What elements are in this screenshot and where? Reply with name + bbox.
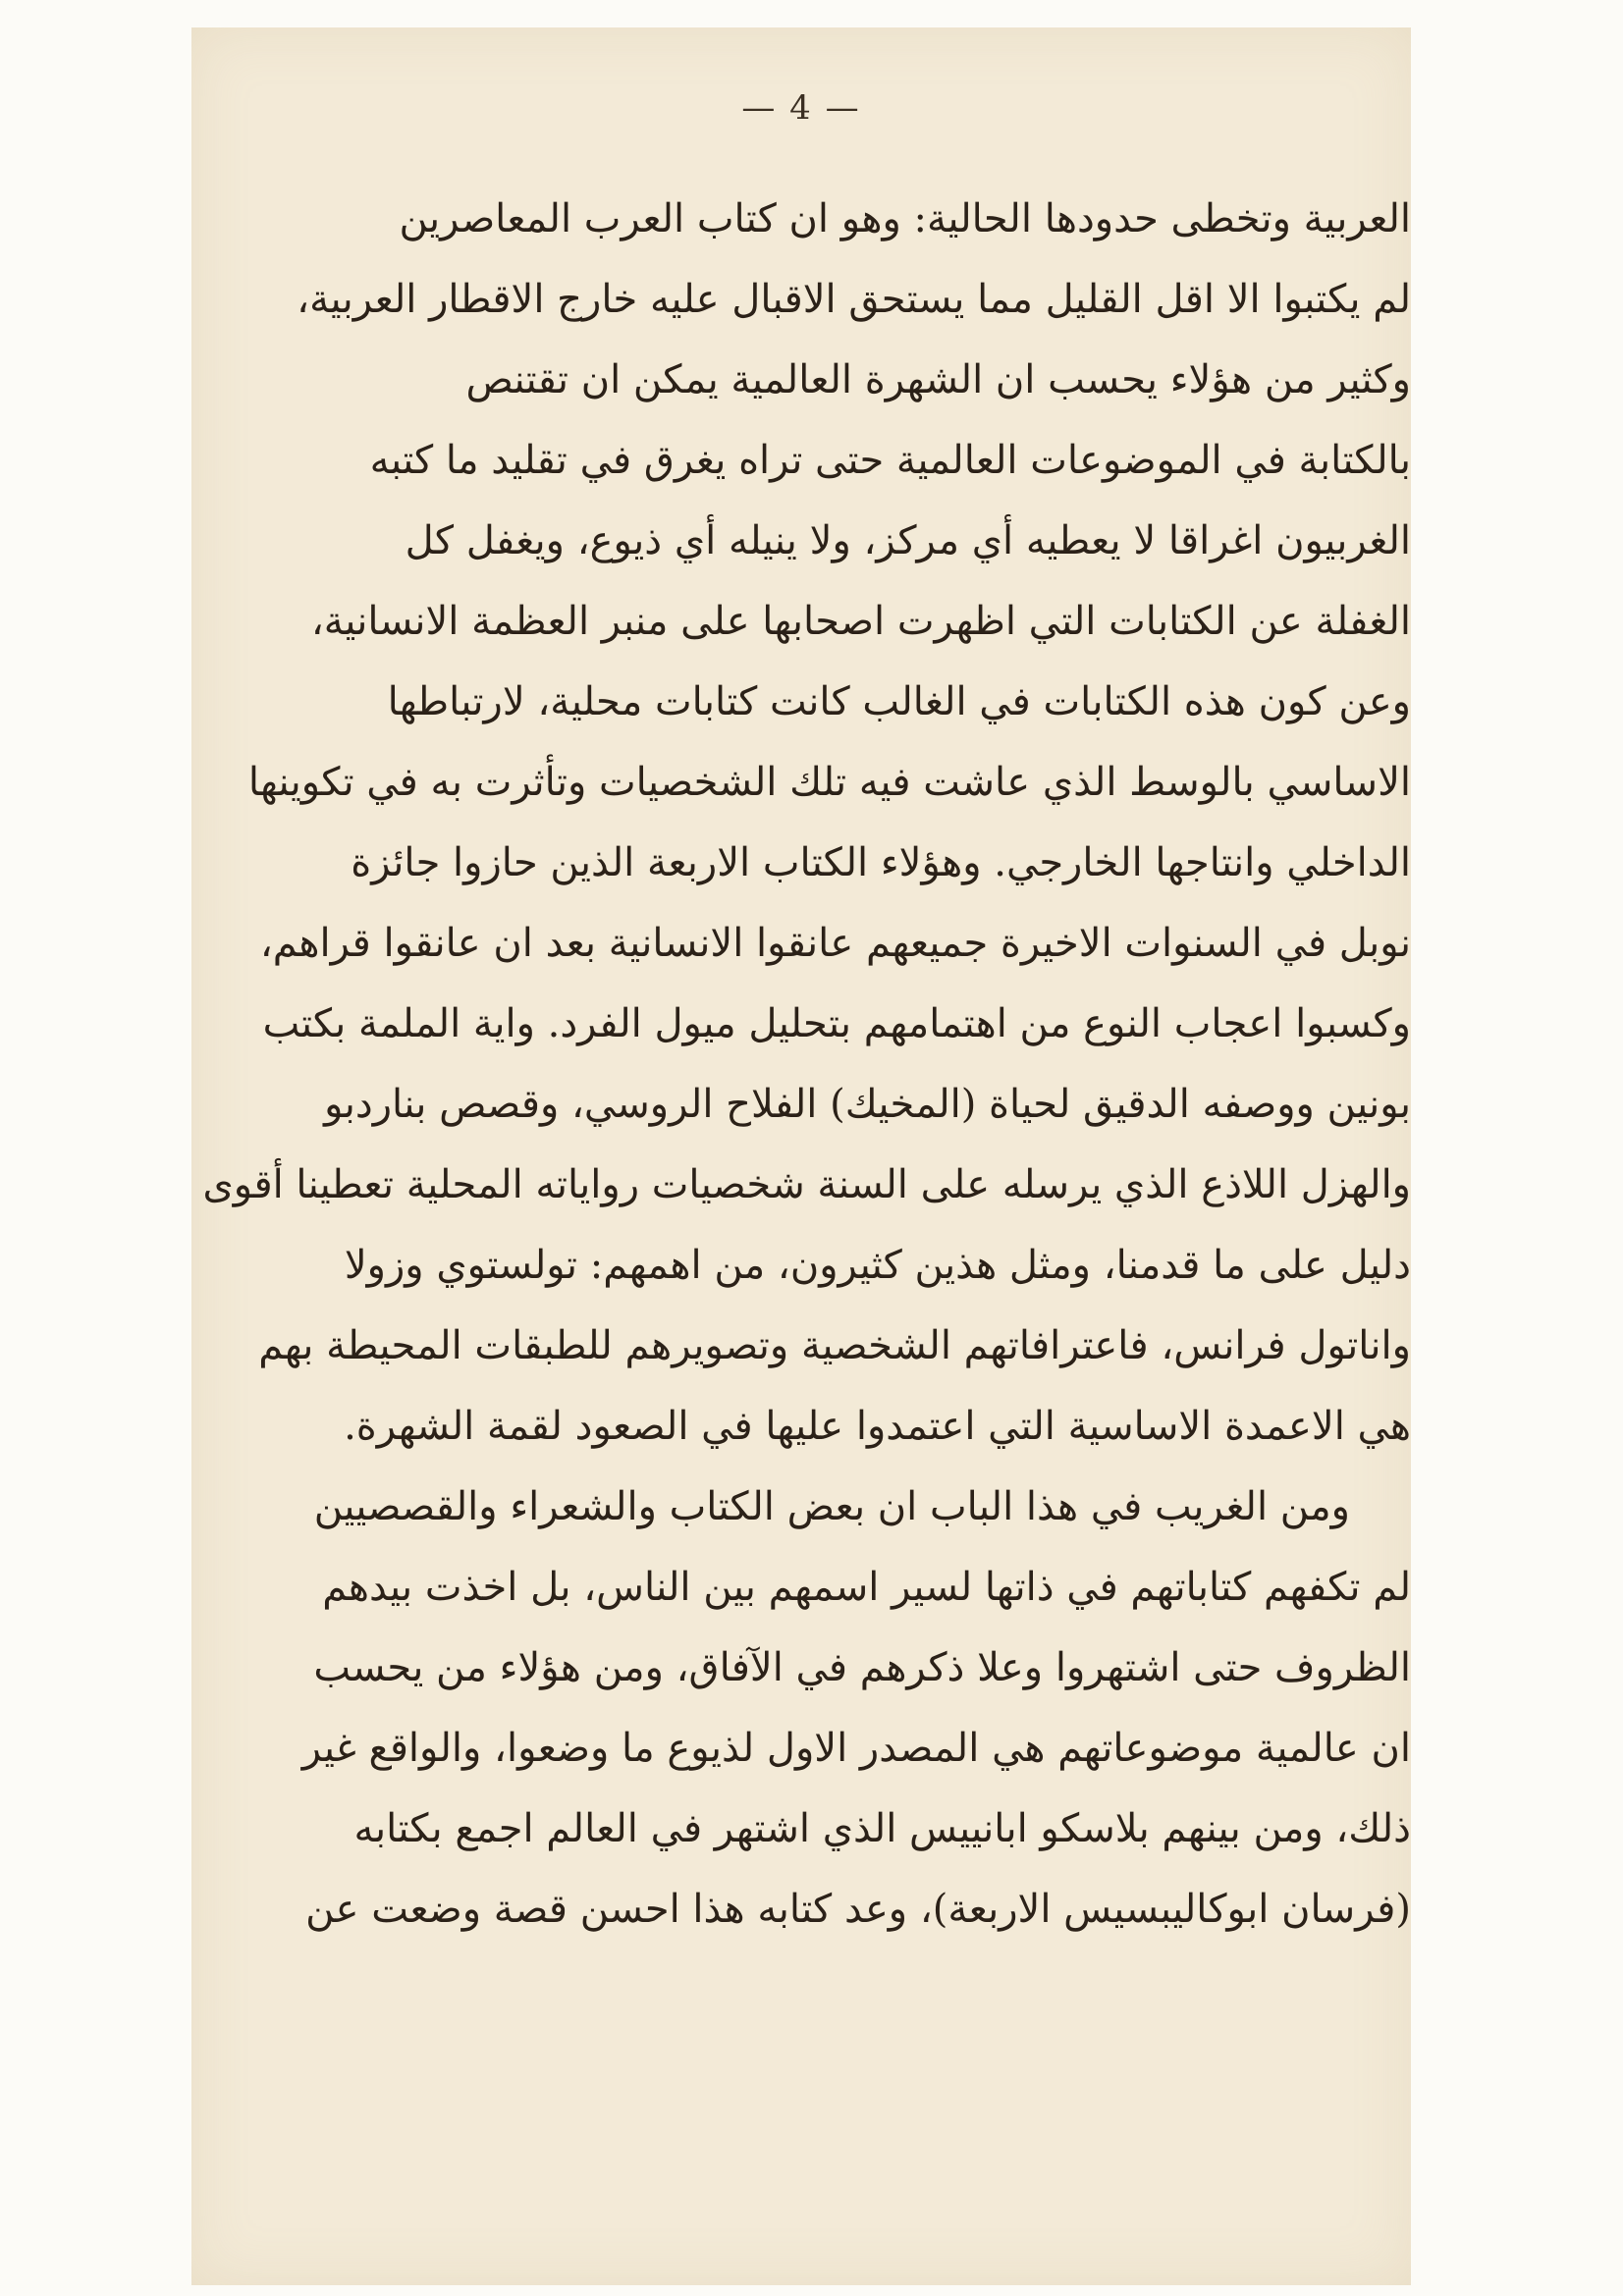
text-line: بونين ووصفه الدقيق لحياة (المخيك) الفلاح الروسي، وقصص بناردبو — [324, 1082, 1411, 1127]
text-line: الداخلي وانتاجها الخارجي. وهؤلاء الكتاب الاربعة الذين حازوا جائزة — [351, 840, 1411, 885]
page-sheet — [191, 27, 1411, 2285]
text-line: الاساسي بالوسط الذي عاشت فيه تلك الشخصيات وتأثرت به في تكوينها — [247, 760, 1411, 805]
text-line: وعن كون هذه الكتابات في الغالب كانت كتابات محلية، لارتباطها — [387, 679, 1411, 724]
text-line: دليل على ما قدمنا، ومثل هذين كثيرون، من اهمهم: تولستوي وزولا — [344, 1243, 1411, 1288]
text-line: هي الاعمدة الاساسية التي اعتمدوا عليها في الصعود لقمة الشهرة. — [344, 1404, 1411, 1449]
text-line: (فرسان ابوكاليبسيس الاربعة)، وعد كتابه هذا احسن قصة وضعت عن — [305, 1887, 1411, 1932]
text-line: لم يكتبوا الا اقل القليل مما يستحق الاقبال عليه خارج الاقطار العربية، — [297, 277, 1411, 322]
text-line: الغربيون اغراقا لا يعطيه أي مركز، ولا ينيله أي ذيوع، ويغفل كل — [405, 518, 1411, 563]
text-line: الغفلة عن الكتابات التي اظهرت اصحابها على منبر العظمة الانسانية، — [310, 599, 1411, 644]
text-line: ان عالمية موضوعاتهم هي المصدر الاول لذيوع ما وضعوا، والواقع غير — [301, 1726, 1411, 1771]
text-line: ذلك، ومن بينهم بلاسكو ابانييس الذي اشتهر في العالم اجمع بكتابه — [353, 1806, 1411, 1851]
text-line: بالكتابة في الموضوعات العالمية حتى تراه يغرق في تقليد ما كتبه — [369, 438, 1411, 483]
paragraph-start-line: ومن الغريب في هذا الباب ان بعض الكتاب والشعراء والقصصيين — [313, 1484, 1350, 1529]
text-line: والهزل اللاذع الذي يرسله على السنة شخصيات رواياته المحلية تعطينا أقوى — [202, 1162, 1411, 1207]
text-line: نوبل في السنوات الاخيرة جميعهم عانقوا الانسانية بعد ان عانقوا قراهم، — [259, 921, 1411, 966]
text-line: وكثير من هؤلاء يحسب ان الشهرة العالمية يمكن ان تقتنص — [465, 357, 1411, 402]
text-line: العربية وتخطى حدودها الحالية: وهو ان كتاب العرب المعاصرين — [399, 196, 1411, 241]
text-line: لم تكفهم كتاباتهم في ذاتها لسير اسمهم بين الناس، بل اخذت بيدهم — [322, 1565, 1411, 1610]
page-number: — 4 — — [741, 88, 861, 128]
text-line: الظروف حتى اشتهروا وعلا ذكرهم في الآفاق، ومن هؤلاء من يحسب — [313, 1645, 1411, 1690]
text-line: واناتول فرانس، فاعترافاتهم الشخصية وتصويرهم للطبقات المحيطة بهم — [258, 1323, 1411, 1368]
text-line: وكسبوا اعجاب النوع من اهتمامهم بتحليل ميول الفرد. واية الملمة بكتب — [262, 1001, 1411, 1046]
